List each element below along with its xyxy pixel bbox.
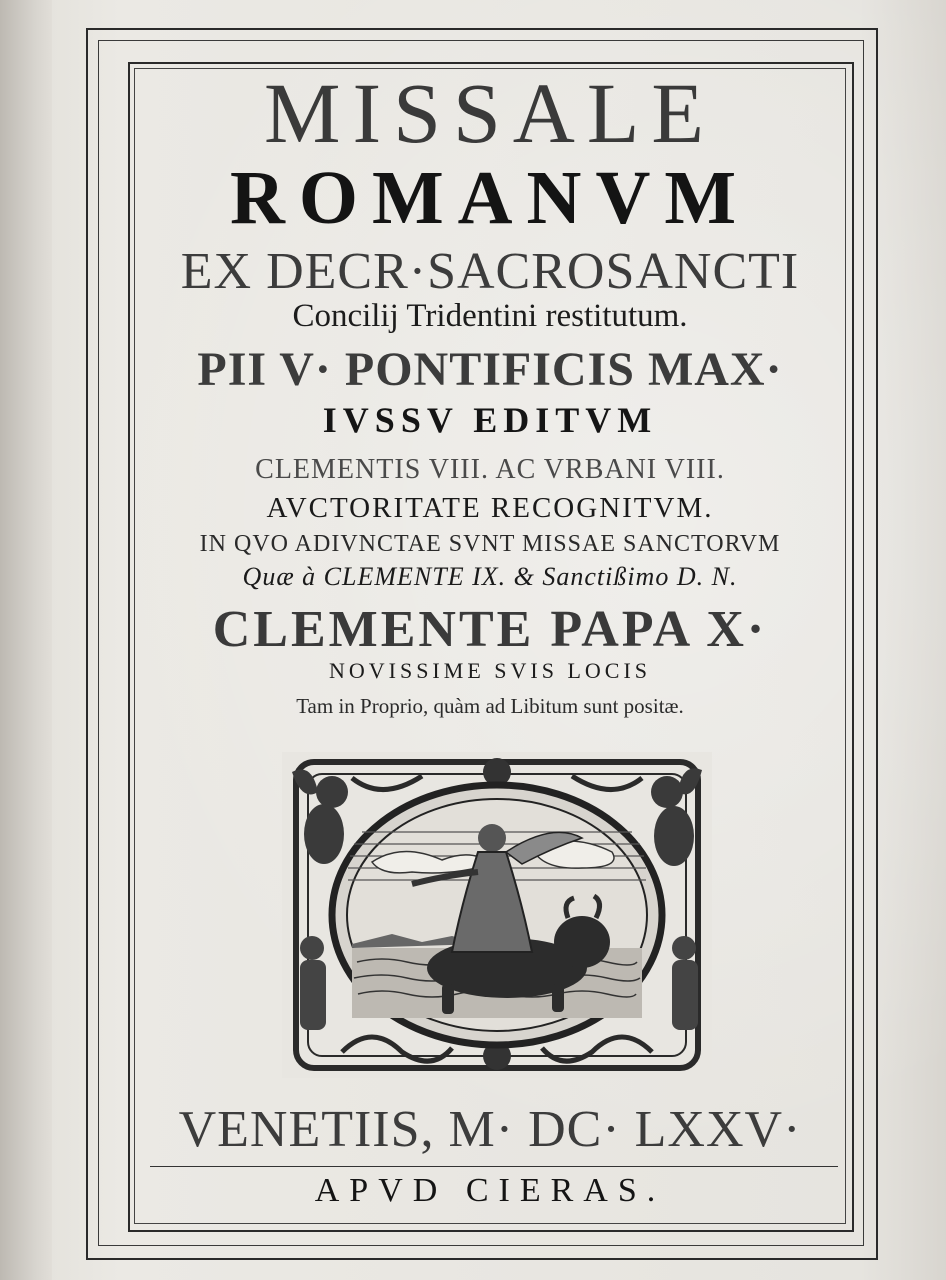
herm-right — [672, 936, 698, 1030]
binding-spine — [0, 0, 52, 1280]
printer-device-woodcut — [282, 752, 712, 1078]
imprint-printer: APVD CIERAS. — [314, 1172, 666, 1209]
title-romanum: ROMANVM — [229, 156, 751, 240]
title-pii-v: PII V· PONTIFICIS MAX· — [197, 343, 783, 396]
title-iussu: IVSSV EDITVM — [322, 400, 658, 440]
title-missale: MISSALE — [264, 65, 716, 161]
title-clementis: CLEMENTIS VIII. AC VRBANI VIII. — [255, 454, 725, 485]
title-clemente-papa: CLEMENTE PAPA X· — [212, 601, 768, 658]
title-novissime: NOVISSIME SVIS LOCIS — [328, 658, 652, 683]
imprint-place-date: VENETIIS, M· DC· LXXV· — [178, 1101, 802, 1158]
title-in-quo: IN QVO ADIVNCTAE SVNT MISSAE SANCTORVM — [199, 531, 781, 557]
herm-left — [300, 936, 326, 1030]
title-quae: Quæ à CLEMENTE IX. & Sanctißimo D. N. — [242, 562, 738, 591]
title-auctoritate: AVCTORITATE RECOGNITVM. — [266, 492, 714, 524]
title-ex-decr: EX DECR·SACROSANCTI — [180, 243, 800, 300]
imprint-rule — [150, 1166, 838, 1167]
title-concilij: Concilij Tridentini restitutum. — [292, 298, 688, 334]
title-tam-in-proprio: Tam in Proprio, quàm ad Libitum sunt positæ. — [296, 694, 684, 718]
